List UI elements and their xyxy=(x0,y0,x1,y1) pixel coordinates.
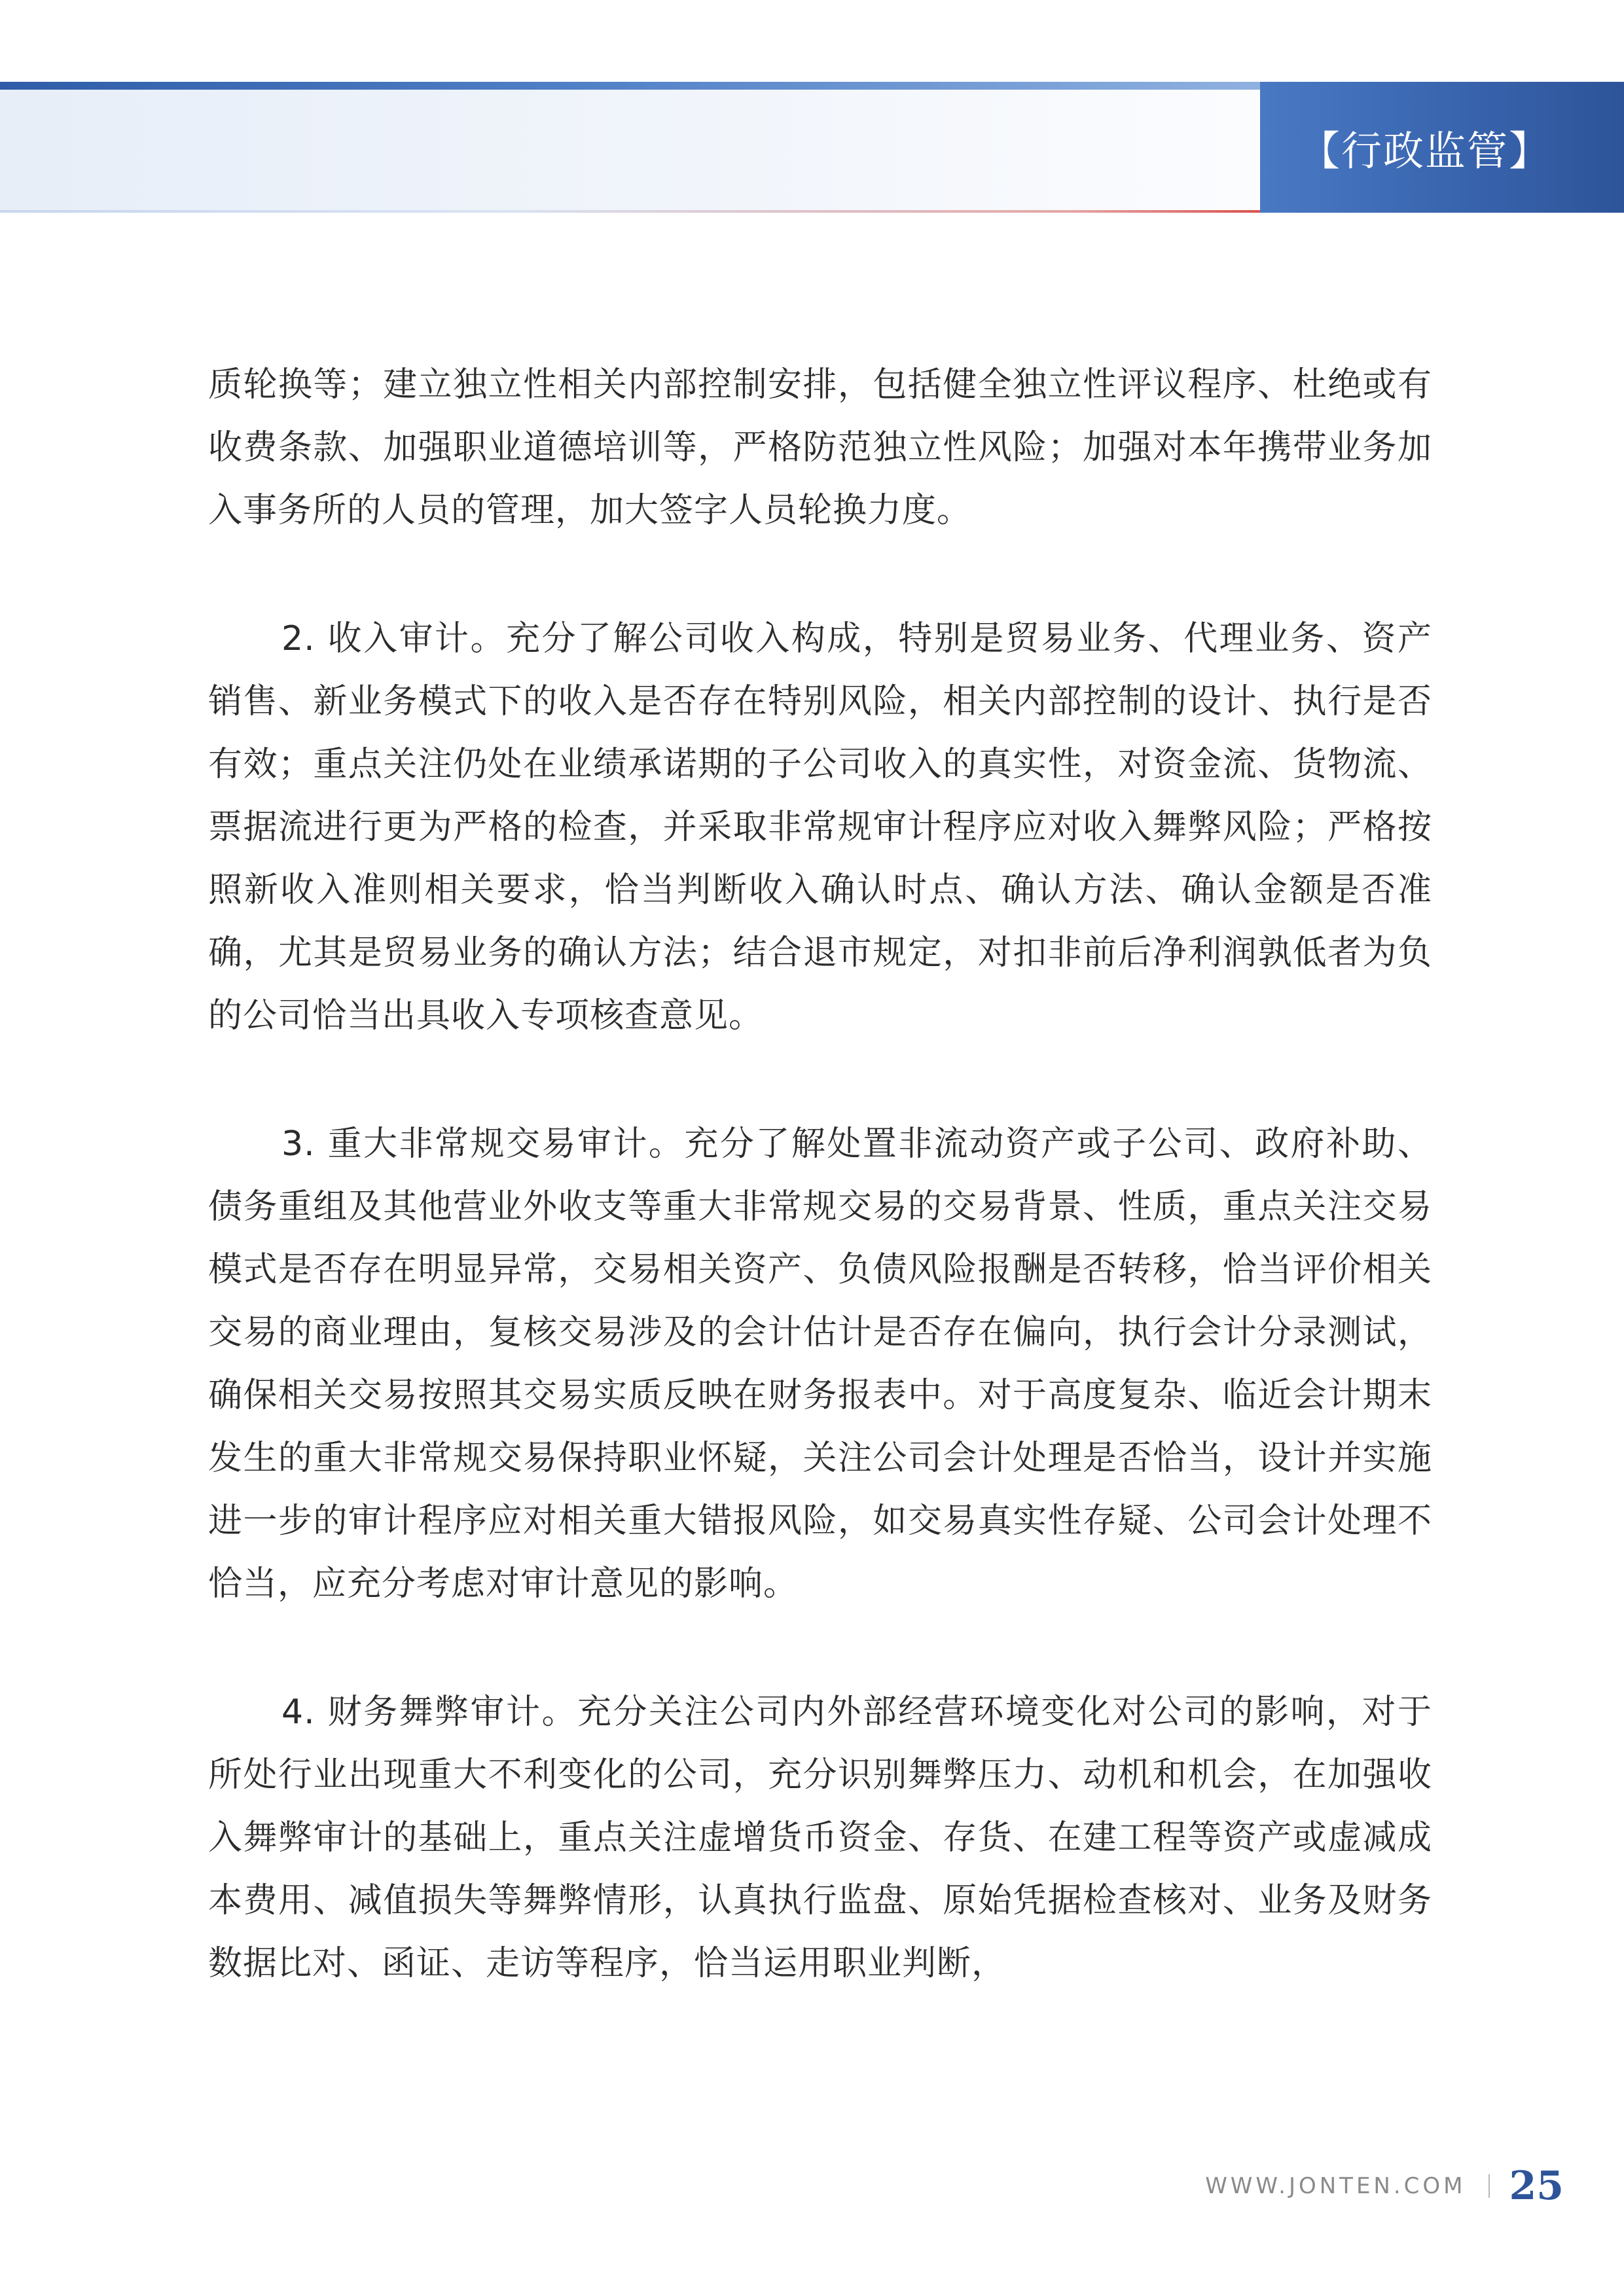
paragraph-financial-fraud-audit: 4. 财务舞弊审计。充分关注公司内外部经营环境变化对公司的影响，对于所处行业出现重大不利变化的公司，充分识别舞弊压力、动机和机会，在加强收入舞弊审计的基础上，重点关注虚增货币资金、存货、在建工程等资产或虚减成本费用、减值损失等舞弊情形，认真执行监盘、原始凭据检查核对、业务及财务数据比对、函证、走访等程序，恰当运用职业判断， xyxy=(208,1693,1432,1983)
section-tab xyxy=(1260,82,1624,213)
article-body xyxy=(208,353,1432,2060)
website-url: WWW.JONTEN.COM xyxy=(1205,2173,1466,2199)
page-number: 25 xyxy=(1509,2163,1564,2209)
paragraph-continuation: 质轮换等；建立独立性相关内部控制安排，包括健全独立性评议程序、杜绝或有收费条款、加强职业道德培训等，严格防范独立性风险；加强对本年携带业务加入事务所的人员的管理，加大签字人员轮换力度。 xyxy=(208,365,1432,530)
header-bottom-rule xyxy=(0,210,1260,213)
section-label: 【行政监管】 xyxy=(1299,126,1551,175)
paragraph-revenue-audit: 2. 收入审计。充分了解公司收入构成，特别是贸易业务、代理业务、资产销售、新业务模式下的收入是否存在特别风险，相关内部控制的设计、执行是否有效；重点关注仍处在业绩承诺期的子公司收入的真实性，对资金流、货物流、票据流进行更为严格的检查，并采取非常规审计程序应对收入舞弊风险；严格按照新收入准则相关要求，恰当判断收入确认时点、确认方法、确认金额是否准确，尤其是贸易业务的确认方法；结合退市规定，对扣非前后净利润孰低者为负的公司恰当出具收入专项核查意见。 xyxy=(208,619,1432,1035)
header-band xyxy=(0,82,1624,213)
page-footer xyxy=(1205,2160,1564,2212)
header-background xyxy=(0,90,1260,213)
paragraph-major-unusual-transactions: 3. 重大非常规交易审计。充分了解处置非流动资产或子公司、政府补助、债务重组及其他营业外收支等重大非常规交易的交易背景、性质，重点关注交易模式是否存在明显异常，交易相关资产、负债风险报酬是否转移，恰当评价相关交易的商业理由，复核交易涉及的会计估计是否存在偏向，执行会计分录测试，确保相关交易按照其交易实质反映在财务报表中。对于高度复杂、临近会计期末发生的重大非常规交易保持职业怀疑，关注公司会计处理是否恰当，设计并实施进一步的审计程序应对相关重大错报风险，如交易真实性存疑、公司会计处理不恰当，应充分考虑对审计意见的影响。 xyxy=(208,1124,1432,1604)
footer-divider xyxy=(1489,2174,1490,2198)
header-top-rule xyxy=(0,82,1260,90)
